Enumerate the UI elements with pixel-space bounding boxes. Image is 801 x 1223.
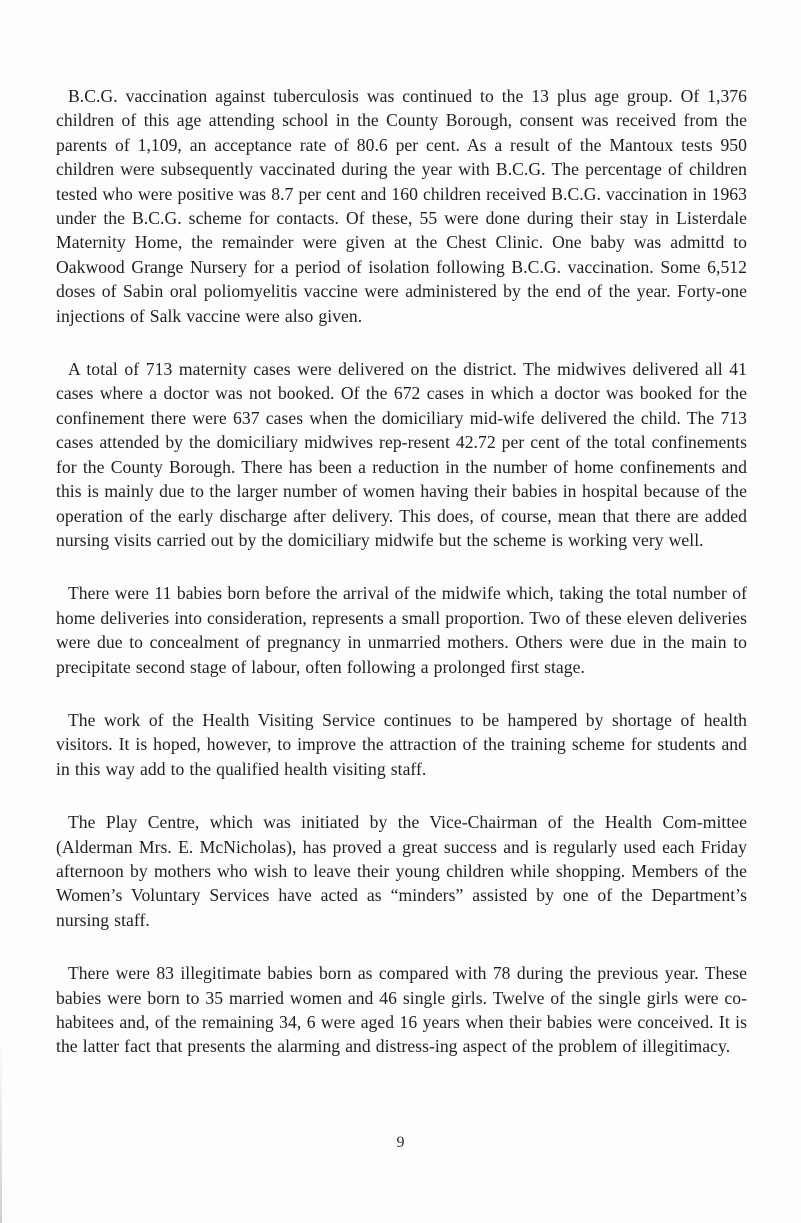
page-number: 9 (396, 1134, 405, 1151)
paragraph-illegitimate-babies: There were 83 illegitimate babies born as compared with 78 during the previous year. These babies were born to 35 married women and 46 single girls. Twelve of the single girls were co-habitees and, of the remaining 34, 6 were aged 16 years when their babies were conceived. It is the latter fact that presents the alarming and distress-ing aspect of the problem of illegitimacy. (56, 963, 747, 1057)
paragraph-bcg-vaccination: B.C.G. vaccination against tuberculosis was continued to the 13 plus age group. Of 1,376 children of this age attending school in the County Borough, consent was received from the parents of 1,109, an acceptance rate of 80.6 per cent. As a result of the Mantoux tests 950 children were subsequently vaccinated during the year with B.C.G. The percentage of children tested who were positive was 8.7 per cent and 160 children received B.C.G. vaccination in 1963 under the B.C.G. scheme for contacts. Of these, 55 were done during their stay in Listerdale Maternity Home, the remainder were given at the Chest Clinic. One baby was admittd to Oakwood Grange Nursery for a period of isolation following B.C.G. vaccination. Some 6,512 doses of Sabin oral poliomyelitis vaccine were administered by the end of the year. Forty-one injections of Salk vaccine were also given. (56, 86, 747, 326)
paragraph-babies-born-before-midwife: There were 11 babies born before the arrival of the midwife which, taking the total number of home deliveries into consideration, represents a small proportion. Two of these eleven deliveries were due to concealment of pregnancy in unmarried mothers. Others were due in the main to precipitate second stage of labour, often following a prolonged first stage. (56, 583, 747, 677)
paragraph-health-visiting-service: The work of the Health Visiting Service continues to be hampered by shortage of health visitors. It is hoped, however, to improve the attraction of the training scheme for students and in this way add to the qualified health visiting staff. (56, 709, 747, 779)
paragraph-maternity-cases: A total of 713 maternity cases were delivered on the district. The midwives delivered all 41 cases where a doctor was not booked. Of the 672 cases in which a doctor was booked for the confinement there were 637 cases when the domiciliary mid-wife delivered the child. The 713 cases attended by the domiciliary midwives rep-resent 42.72 per cent of the total confinements for the County Borough. There has been a reduction in the number of home confinements and this is mainly due to the larger number of women having their babies in hospital because of the operation of the early discharge after delivery. This does, of course, mean that there are added nursing visits carried out by the domiciliary midwife but the scheme is working very well. (56, 359, 747, 550)
scan-edge-shadow (0, 1040, 2, 1223)
document-body (56, 84, 747, 1088)
paragraph-play-centre: The Play Centre, which was initiated by the Vice-Chairman of the Health Com-mittee (Alderman Mrs. E. McNicholas), has proved a great success and is regularly used each Friday afternoon by mothers who wish to leave their young children while shopping. Members of the Women’s Voluntary Services have acted as “minders” assisted by one of the Department’s nursing staff. (56, 812, 747, 930)
